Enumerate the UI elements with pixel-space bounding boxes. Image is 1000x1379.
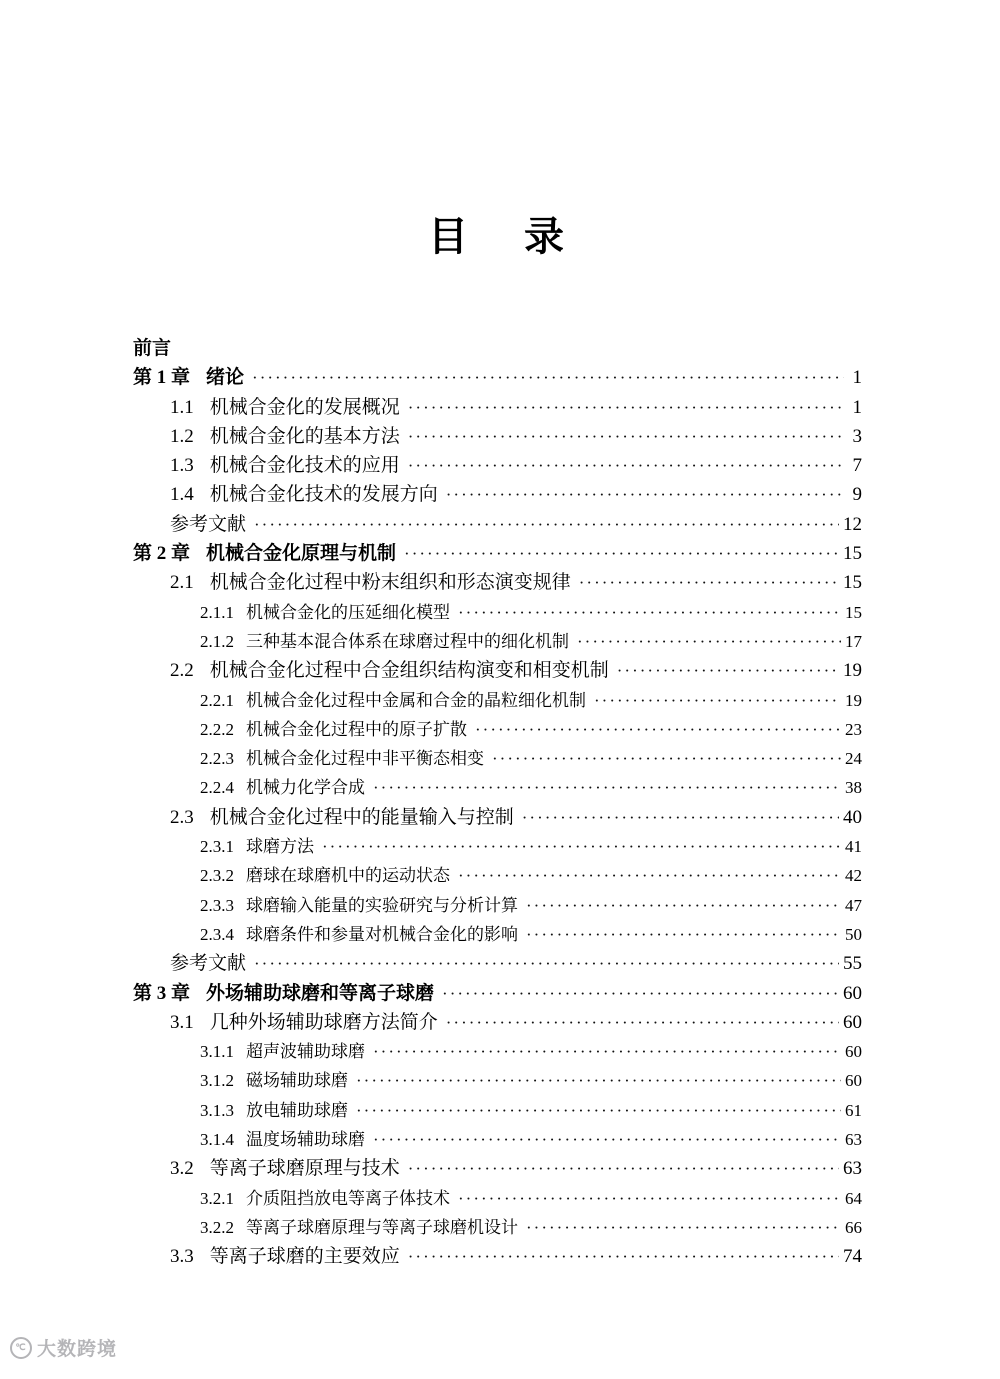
entry-title: 机械合金化过程中非平衡态相变 (246, 749, 484, 769)
entry-title: 机械合金化过程中粉末组织和形态演变规律 (209, 572, 571, 594)
entry-title: 三种基本混合体系在球磨过程中的细化机制 (246, 631, 569, 651)
page-number: 74 (843, 1246, 862, 1268)
dot-leader (579, 568, 839, 597)
dot-leader (254, 510, 839, 539)
dot-leader (458, 598, 841, 627)
toc-list (133, 334, 862, 1272)
entry-number: 2.1.1 (200, 602, 234, 622)
dot-leader (526, 920, 841, 949)
dot-leader (252, 363, 844, 392)
page-number: 66 (845, 1217, 862, 1237)
page-number: 19 (845, 690, 862, 710)
toc-entry (133, 832, 862, 861)
toc-entry (133, 1096, 862, 1125)
entry-number: 2.2.4 (200, 778, 234, 798)
dot-leader (446, 480, 844, 509)
entry-number: 1.4 (170, 484, 194, 506)
page-number: 17 (845, 631, 862, 651)
page-number: 55 (843, 953, 862, 975)
entry-number: 2.2.1 (200, 690, 234, 710)
entry-number: 3.2.2 (200, 1217, 234, 1237)
entry-number: 3.1 (170, 1011, 194, 1033)
dot-leader (373, 1037, 841, 1066)
toc-entry (133, 451, 862, 480)
entry-number: 2.3.3 (200, 895, 234, 915)
page-number: 63 (843, 1158, 862, 1180)
dot-leader (475, 715, 841, 744)
page-number: 41 (845, 837, 862, 857)
dot-leader (594, 686, 841, 715)
entry-number: 3.3 (170, 1246, 194, 1268)
entry-title: 机械合金化原理与机制 (206, 543, 397, 565)
entry-title: 外场辅助球磨和等离子球磨 (206, 982, 435, 1004)
entry-title: 球磨方法 (246, 837, 314, 857)
toc-entry (133, 1184, 862, 1213)
entry-title: 机械合金化的压延细化模型 (246, 602, 450, 622)
page-number: 9 (852, 484, 862, 506)
toc-entry (133, 773, 862, 802)
toc-entry (133, 510, 862, 539)
entry-number: 3.1.4 (200, 1130, 234, 1150)
toc-entry (133, 363, 862, 392)
entry-title: 温度场辅助球磨 (246, 1130, 365, 1150)
entry-number: 3.1.2 (200, 1071, 234, 1091)
page-number: 60 (845, 1071, 862, 1091)
dot-leader (408, 1242, 839, 1271)
entry-title: 机械合金化过程中合金组织结构演变和相变机制 (209, 660, 609, 682)
toc-entry (133, 1213, 862, 1242)
entry-title: 球磨输入能量的实验研究与分析计算 (246, 895, 518, 915)
page-number: 3 (852, 425, 862, 447)
toc-entry (133, 744, 862, 773)
dot-leader (254, 949, 839, 978)
dot-leader (458, 861, 841, 890)
entry-number: 第 3 章 (133, 982, 191, 1004)
entry-title: 放电辅助球磨 (246, 1100, 348, 1120)
entry-title: 机械合金化技术的发展方向 (209, 484, 438, 506)
toc-entry (133, 480, 862, 509)
page-number: 64 (845, 1188, 862, 1208)
entry-title: 超声波辅助球磨 (246, 1042, 365, 1062)
page-number: 1 (852, 367, 862, 389)
page-number: 61 (845, 1100, 862, 1120)
toc-entry (133, 1008, 862, 1037)
entry-title: 介质阻挡放电等离子体技术 (246, 1188, 450, 1208)
dot-leader (373, 773, 841, 802)
page-title: 目 录 (428, 214, 572, 259)
entry-title: 等离子球磨原理与等离子球磨机设计 (246, 1217, 518, 1237)
entry-title: 机械合金化的发展概况 (209, 396, 400, 418)
page-number: 12 (843, 513, 862, 535)
entry-number: 2.2.3 (200, 749, 234, 769)
page-number: 19 (843, 660, 862, 682)
dot-leader (617, 656, 839, 685)
dot-leader (373, 1125, 841, 1154)
toc-entry (133, 1154, 862, 1183)
page-number: 50 (845, 924, 862, 944)
entry-number: 1.3 (170, 455, 194, 477)
entry-number: 3.1.1 (200, 1042, 234, 1062)
dot-leader (356, 1066, 841, 1095)
entry-number: 3.1.3 (200, 1100, 234, 1120)
page-number: 15 (845, 602, 862, 622)
entry-title: 等离子球磨的主要效应 (209, 1246, 400, 1268)
entry-number: 3.2 (170, 1158, 194, 1180)
entry-number: 2.3.1 (200, 837, 234, 857)
entry-number: 第 2 章 (133, 543, 191, 565)
page-number: 63 (845, 1130, 862, 1150)
entry-title: 绪论 (206, 367, 245, 389)
entry-title: 参考文献 (170, 953, 247, 975)
page-number: 15 (843, 572, 862, 594)
toc-entry (133, 920, 862, 949)
entry-title: 等离子球磨原理与技术 (209, 1158, 400, 1180)
toc-entry (133, 334, 862, 363)
dot-leader (408, 422, 844, 451)
entry-title: 磁场辅助球磨 (246, 1071, 348, 1091)
watermark-label: 大数跨境 (37, 1339, 118, 1360)
toc-entry (133, 393, 862, 422)
page-number: 23 (845, 719, 862, 739)
toc-entry (133, 979, 862, 1008)
toc-entry (133, 1037, 862, 1066)
watermark (10, 1334, 117, 1361)
entry-number: 1.2 (170, 425, 194, 447)
page-number: 60 (845, 1042, 862, 1062)
toc-entry (133, 861, 862, 890)
entry-title: 磨球在球磨机中的运动状态 (246, 866, 450, 886)
dot-leader (526, 1213, 841, 1242)
entry-title: 球磨条件和参量对机械合金化的影响 (246, 924, 518, 944)
page-number: 47 (845, 895, 862, 915)
toc-entry (133, 656, 862, 685)
page-number: 60 (843, 1011, 862, 1033)
toc-entry (133, 1066, 862, 1095)
dot-leader (492, 744, 841, 773)
toc-entry (133, 568, 862, 597)
toc-entry (133, 598, 862, 627)
dot-leader (458, 1184, 841, 1213)
dot-leader (442, 979, 839, 1008)
entry-number: 3.2.1 (200, 1188, 234, 1208)
entry-title: 机械合金化技术的应用 (209, 455, 400, 477)
watermark-logo-icon: ℃ (10, 1337, 32, 1359)
entry-number: 2.3.4 (200, 924, 234, 944)
entry-title: 机械合金化的基本方法 (209, 425, 400, 447)
entry-number: 第 1 章 (133, 367, 191, 389)
toc-entry (133, 891, 862, 920)
entry-number: 1.1 (170, 396, 194, 418)
dot-leader (446, 1008, 839, 1037)
dot-leader (526, 891, 841, 920)
toc-entry (133, 1125, 862, 1154)
toc-entry (133, 539, 862, 568)
page-number: 15 (843, 543, 862, 565)
page-number: 40 (843, 806, 862, 828)
page-number: 7 (852, 455, 862, 477)
page-number: 42 (845, 866, 862, 886)
toc-entry (133, 949, 862, 978)
entry-title: 前言 (133, 338, 172, 359)
dot-leader (408, 451, 844, 480)
entry-number: 2.1 (170, 572, 194, 594)
entry-number: 2.2 (170, 660, 194, 682)
entry-number: 2.2.2 (200, 719, 234, 739)
dot-leader (356, 1096, 841, 1125)
toc-entry (133, 715, 862, 744)
entry-title: 参考文献 (170, 513, 247, 535)
dot-leader (577, 627, 841, 656)
entry-title: 几种外场辅助球磨方法简介 (209, 1011, 438, 1033)
dot-leader (522, 803, 839, 832)
entry-number: 2.3 (170, 806, 194, 828)
dot-leader (408, 1154, 839, 1183)
toc-entry (133, 422, 862, 451)
entry-title: 机械力化学合成 (246, 778, 365, 798)
entry-number: 2.3.2 (200, 866, 234, 886)
entry-title: 机械合金化过程中金属和合金的晶粒细化机制 (246, 690, 586, 710)
entry-number: 2.1.2 (200, 631, 234, 651)
toc-entry (133, 1242, 862, 1271)
entry-title: 机械合金化过程中的能量输入与控制 (209, 806, 514, 828)
page-number: 38 (845, 778, 862, 798)
toc-entry (133, 803, 862, 832)
toc-entry (133, 627, 862, 656)
entry-title: 机械合金化过程中的原子扩散 (246, 719, 467, 739)
dot-leader (404, 539, 839, 568)
page-number: 1 (852, 396, 862, 418)
toc-entry (133, 686, 862, 715)
page-number: 60 (843, 982, 862, 1004)
dot-leader (322, 832, 841, 861)
page-number: 24 (845, 749, 862, 769)
dot-leader (408, 393, 844, 422)
